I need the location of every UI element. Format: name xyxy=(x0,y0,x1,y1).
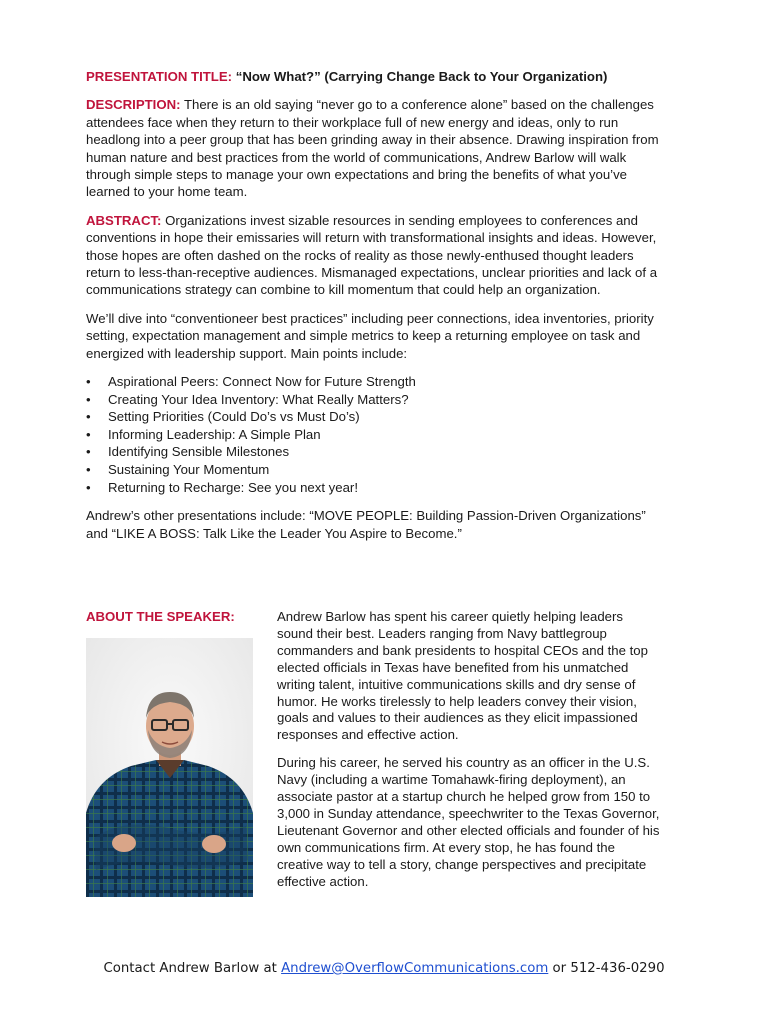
main-points-intro: We’ll dive into “conventioneer best practices” including peer connections, idea inventories, priority setting, expectation management and simple metrics to keep a returning employee on task and energized with leadership support. Main points include: xyxy=(86,310,654,361)
point-text: Creating Your Idea Inventory: What Really Matters? xyxy=(108,391,409,407)
phone-number: 512-436-0290 xyxy=(570,961,665,976)
list-item xyxy=(86,443,660,461)
main-points-list xyxy=(86,373,660,496)
speaker-portrait-image xyxy=(86,638,253,897)
bio-paragraph-2: During his career, he served his country as an officer in the U.S. Navy (including a wartime Tomahawk-firing deployment), an associate pastor at a startup church he helped grow from 150 to 3,000 in Sunday attendance, speechwriter to the Texas Governor, Lieutenant Governor and other elected officials and founder of his own communications firm. At every stop, he has found the creative way to tell a story, change perspectives and precipitate effective action. xyxy=(277,755,660,889)
list-item xyxy=(86,373,660,391)
presentation-info xyxy=(86,68,660,553)
list-item xyxy=(86,426,660,444)
email-link[interactable]: Andrew@OverflowCommunications.com xyxy=(281,961,549,976)
point-text: Returning to Recharge: See you next year! xyxy=(108,479,358,495)
list-item xyxy=(86,479,660,497)
speaker-photo xyxy=(86,638,253,897)
bullet-icon: • xyxy=(86,444,91,460)
contact-middle: or xyxy=(548,961,571,976)
bullet-icon: • xyxy=(86,409,91,425)
description-text: There is an old saying “never go to a conference alone” based on the challenges attendees face when they return to their workplace full of new energy and ideas, only to run headlong into a peer group that has been grinding away in their absence. Drawing inspiration from human nature and best practices from the world of communications, Andrew Barlow will walk through simple steps to manage your own expectations and bring the benefits of what you’ve learned to your home team. xyxy=(86,97,659,200)
abstract-paragraph xyxy=(86,212,660,299)
about-speaker-section xyxy=(86,609,660,909)
contact-prefix: Contact Andrew Barlow at xyxy=(103,961,282,976)
presentation-title-label: PRESENTATION TITLE: xyxy=(86,69,233,84)
presentation-title-text: “Now What?” (Carrying Change Back to Your Organization) xyxy=(235,69,608,84)
point-text: Aspirational Peers: Connect Now for Future Strength xyxy=(108,374,416,390)
list-item xyxy=(86,408,660,426)
bullet-icon: • xyxy=(86,391,91,407)
list-item xyxy=(86,391,660,409)
other-presentations: Andrew’s other presentations include: “MOVE PEOPLE: Building Passion-Driven Organizations” and “LIKE A BOSS: Talk Like the Leader You Aspire to Become.” xyxy=(86,508,646,541)
speaker-bio xyxy=(277,609,661,902)
bullet-icon: • xyxy=(86,462,91,478)
bio-paragraph-1: Andrew Barlow has spent his career quietly helping leaders sound their best. Leaders ranging from Navy battlegroup commanders and bank presidents to hospital CEOs and the top elected officials in Texas have benefited from his unmatched writing talent, intuitive communications skills and dry sense of humor. He works tirelessly to help leaders convey their vision, goals and values to their audiences as they elicit impassioned responses and effective action. xyxy=(277,609,648,743)
abstract-text: Organizations invest sizable resources in sending employees to conferences and conventions in hope their emissaries will return with transformational insights and ideas. However, those hopes are often dashed on the rocks of reality as those newly-enthused thought leaders return to less-than-receptive audiences. Mismanaged expectations, unclear priorities and lack of a communications strategy can combine to kill momentum that could help an organization. xyxy=(86,212,658,298)
bullet-icon: • xyxy=(86,479,91,495)
contact-footer xyxy=(0,961,768,976)
bullet-icon: • xyxy=(86,374,91,390)
abstract-label: ABSTRACT: xyxy=(86,212,162,228)
description-paragraph xyxy=(86,96,660,200)
about-speaker-label: ABOUT THE SPEAKER: xyxy=(86,609,235,624)
list-item xyxy=(86,461,660,479)
point-text: Informing Leadership: A Simple Plan xyxy=(108,426,321,442)
point-text: Setting Priorities (Could Do’s vs Must Do’s) xyxy=(108,409,360,425)
description-label: DESCRIPTION: xyxy=(86,97,181,113)
bullet-icon: • xyxy=(86,426,91,442)
point-text: Identifying Sensible Milestones xyxy=(108,444,290,460)
presentation-title xyxy=(86,68,660,85)
point-text: Sustaining Your Momentum xyxy=(108,462,270,478)
